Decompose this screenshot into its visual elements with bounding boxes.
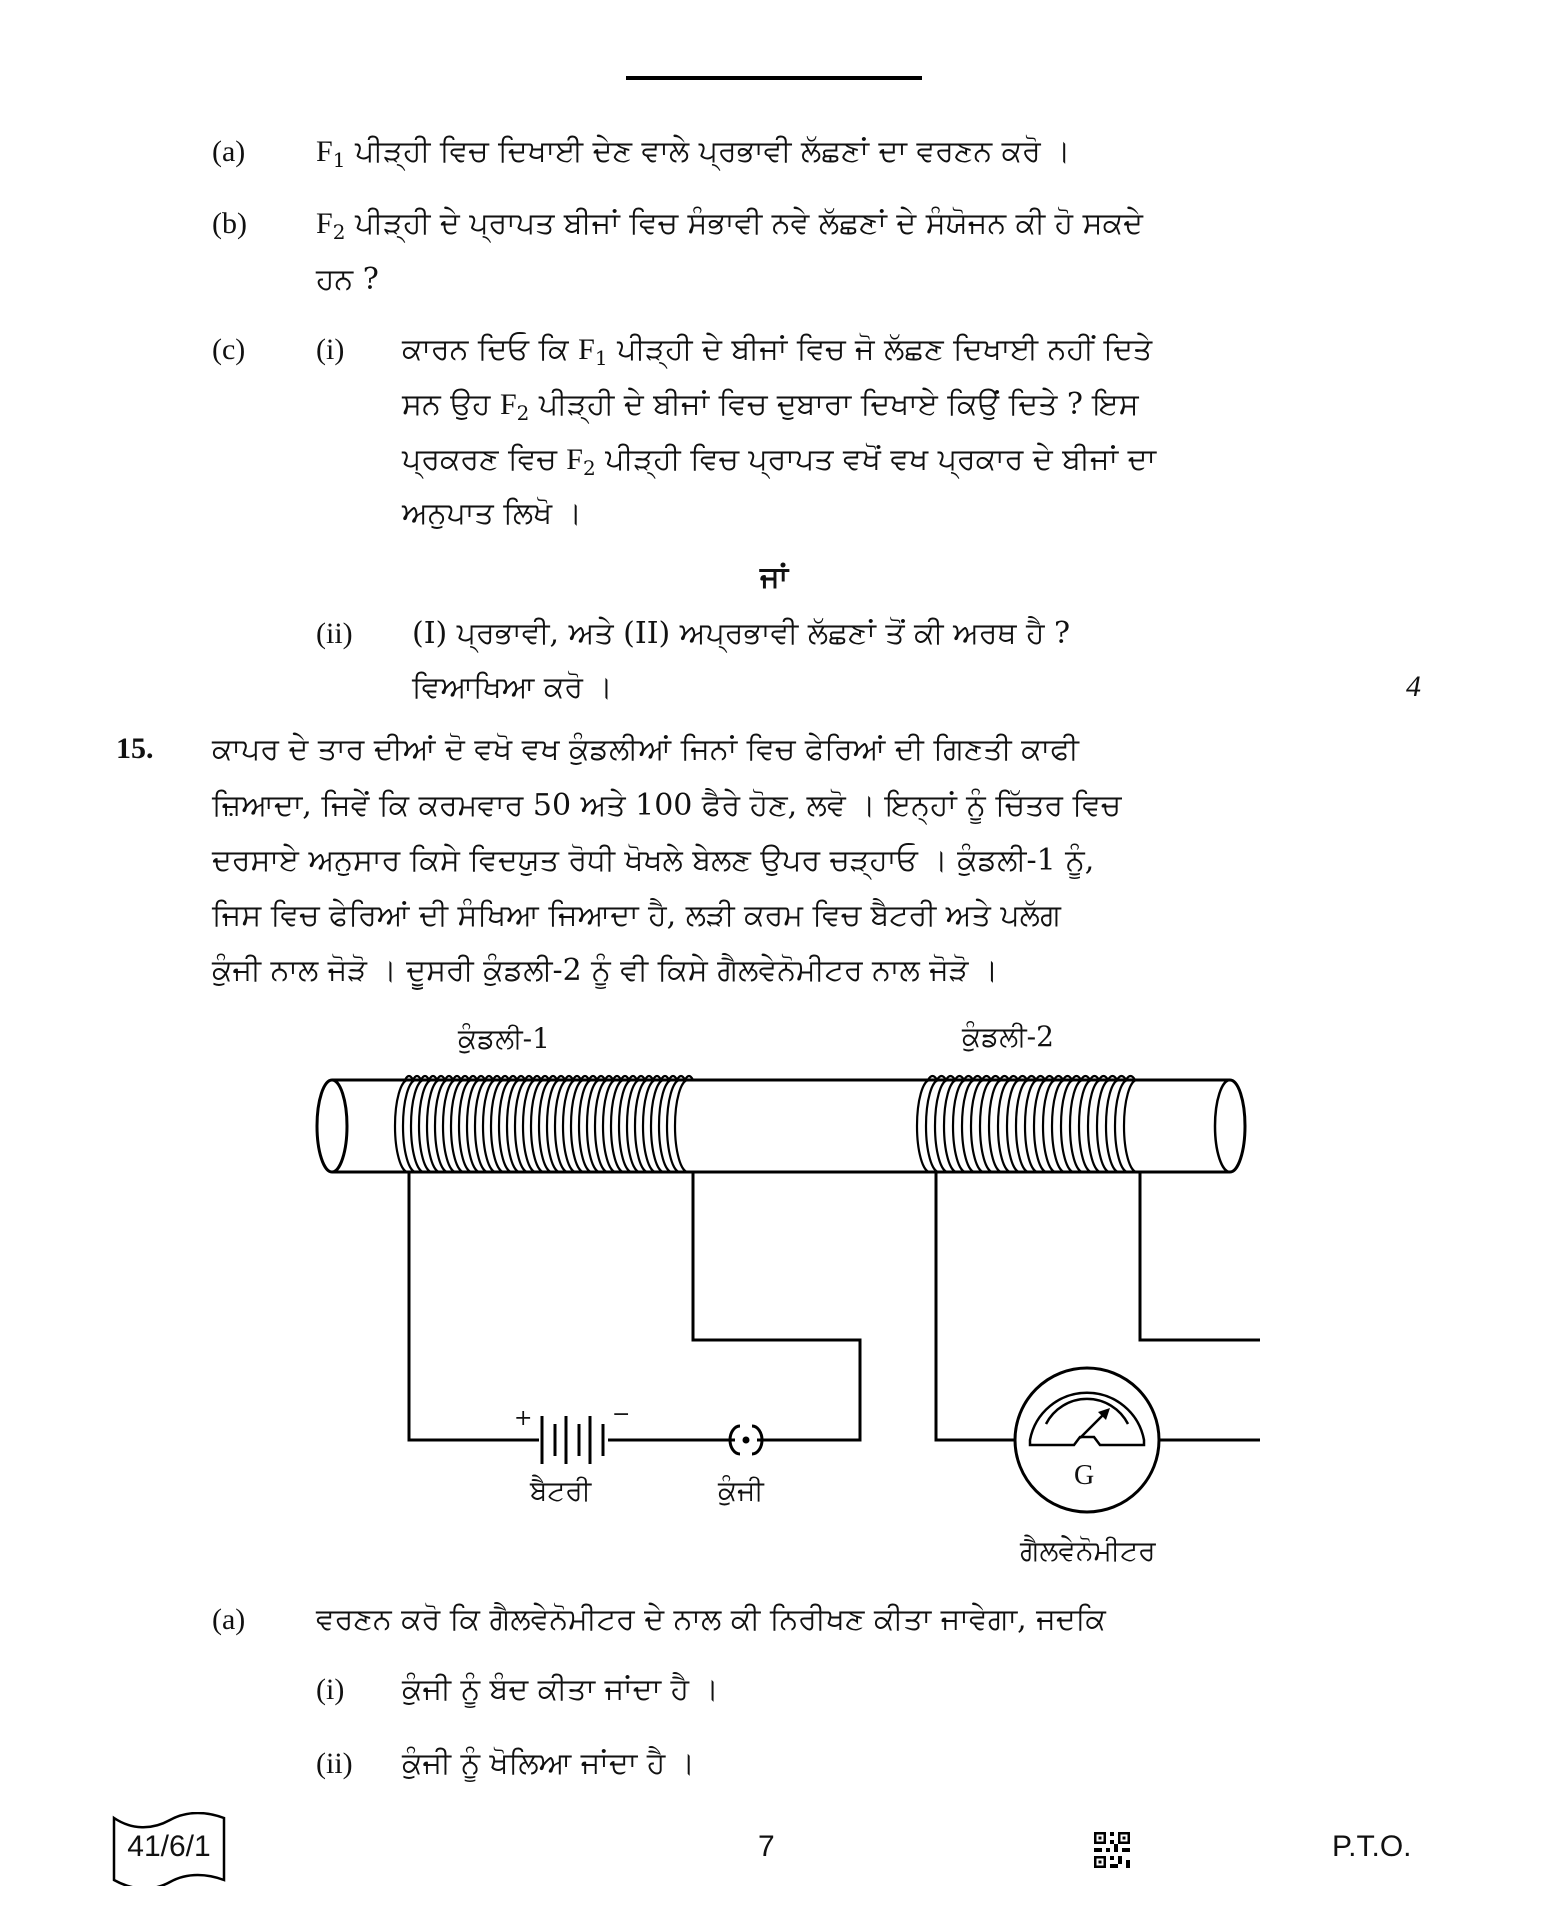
q15-number: 15.: [116, 732, 154, 765]
q14-b-line1: [316, 206, 1143, 250]
or-separator: ਜਾਂ: [760, 560, 789, 595]
q14-b-body: ਪੀੜ੍ਹੀ ਦੇ ਪ੍ਰਾਪਤ ਬੀਜਾਂ ਵਿਚ ਸੰਭਾਵੀ ਨਵੇ ਲੱਛਣਾਂ ਦੇ ਸੰਯੋਜਨ ਕੀ ਹੋ ਸਕਦੇ: [354, 206, 1143, 241]
q15-a-i-label: (i): [316, 1673, 345, 1706]
key-label: ਕੁੰਜੀ: [718, 1474, 764, 1507]
f2-subscript: 2: [516, 401, 530, 425]
please-turn-over: P.T.O.: [1332, 1830, 1412, 1863]
f2-subscript: 2: [332, 220, 346, 244]
q14-a-label: (a): [212, 135, 246, 168]
text-segment: ਪੀੜ੍ਹੀ ਦੇ ਬੀਜਾਂ ਵਿਚ ਦੁਬਾਰਾ ਦਿਖਾਏ ਕਿਉਂ ਦਿਤੇ ? ਇਸ: [538, 387, 1139, 422]
q14-c-ii-line2: ਵਿਆਖਿਆ ਕਰੋ ।: [412, 670, 613, 705]
battery-plus-sign: +: [514, 1406, 533, 1431]
paper-code: 41/6/1: [127, 1830, 211, 1863]
coil-circuit-diagram: [300, 1000, 1260, 1600]
q14-a-text: [316, 134, 1071, 178]
text-segment: ਕਾਰਨ ਦਿਓ ਕਿ: [402, 332, 569, 367]
q14-a-body: ਪੀੜ੍ਹੀ ਵਿਚ ਦਿਖਾਈ ਦੇਣ ਵਾਲੇ ਪ੍ਰਭਾਵੀ ਲੱਛਣਾਂ ਦਾ ਵਰਣਨ ਕਰੋ ।: [354, 134, 1071, 169]
text-segment: ਪੀੜ੍ਹੀ ਦੇ ਬੀਜਾਂ ਵਿਚ ਜੋ ਲੱਛਣ ਦਿਖਾਈ ਨਹੀਂ ਦਿਤੇ: [617, 332, 1153, 367]
coil-1-windings: [395, 1076, 693, 1172]
f1-symbol: F: [316, 135, 333, 168]
text-segment: ਪੀੜ੍ਹੀ ਵਿਚ ਪ੍ਰਾਪਤ ਵਖੋਂ ਵਖ ਪ੍ਰਕਾਰ ਦੇ ਬੀਜਾਂ ਦਾ: [605, 442, 1157, 477]
circuit-figure: [300, 1000, 1260, 1600]
q15-line4: ਜਿਸ ਵਿਚ ਫੇਰਿਆਂ ਦੀ ਸੰਖਿਆ ਜਿਆਦਾ ਹੈ, ਲੜੀ ਕਰਮ ਵਿਚ ਬੈਟਰੀ ਅਤੇ ਪਲੱਗ: [212, 898, 1061, 933]
f2-symbol: F: [499, 388, 517, 421]
qr-code-icon: [1094, 1832, 1130, 1868]
primary-circuit-wires: [409, 1172, 860, 1464]
q14-b-line2: ਹਨ ?: [316, 262, 379, 297]
q14-b-label: (b): [212, 207, 247, 240]
battery-minus-sign: −: [612, 1402, 631, 1427]
q14-c-label: (c): [212, 333, 246, 366]
f2-symbol: F: [316, 207, 333, 240]
f2-subscript: 2: [582, 456, 596, 480]
top-divider-rule: [626, 76, 922, 80]
key-contact-dot: [743, 1437, 750, 1444]
q14-marks: 4: [1406, 670, 1421, 703]
f1-symbol: F: [578, 333, 595, 366]
f1-subscript: 1: [332, 148, 346, 172]
coil-2-windings: [917, 1076, 1137, 1172]
q14-c-i-line4: ਅਨੁਪਾਤ ਲਿਖੋ ।: [402, 496, 582, 531]
q15-a-ii-text: ਕੁੰਜੀ ਨੂੰ ਖੋਲਿਆ ਜਾਂਦਾ ਹੈ ।: [402, 1746, 696, 1781]
f2-symbol: F: [566, 443, 583, 476]
text-segment: ਪ੍ਰਕਰਣ ਵਿਚ: [402, 442, 557, 477]
battery-label: ਬੈਟਰੀ: [530, 1474, 592, 1507]
q15-line1: ਕਾਪਰ ਦੇ ਤਾਰ ਦੀਆਂ ਦੋ ਵਖੋ ਵਖ ਕੁੰਡਲੀਆਂ ਜਿਨਾਂ ਵਿਚ ਫੇਰਿਆਂ ਦੀ ਗਿਣਤੀ ਕਾਫੀ: [212, 732, 1079, 767]
q15-line5: ਕੁੰਜੀ ਨਾਲ ਜੋੜੋ । ਦੂਸਰੀ ਕੁੰਡਲੀ-2 ਨੂੰ ਵੀ ਕਿਸੇ ਗੈਲਵੇਨੋਮੀਟਰ ਨਾਲ ਜੋੜੋ ।: [212, 953, 999, 988]
q14-c-ii-label: (ii): [316, 617, 353, 650]
q15-a-label: (a): [212, 1603, 246, 1636]
galvanometer-symbol: G: [1074, 1460, 1095, 1491]
page-number: 7: [758, 1830, 775, 1863]
q14-c-i-line3: [402, 442, 1156, 486]
q14-c-i-label: (i): [316, 333, 345, 366]
q15-line3: ਦਰਸਾਏ ਅਨੁਸਾਰ ਕਿਸੇ ਵਿਦਯੁਤ ਰੋਧੀ ਖੋਖਲੇ ਬੇਲਣ ਉਪਰ ਚੜ੍ਹਾਓ । ਕੁੰਡਲੀ-1 ਨੂੰ,: [212, 843, 1095, 878]
q15-a-i-text: ਕੁੰਜੀ ਨੂੰ ਬੰਦ ਕੀਤਾ ਜਾਂਦਾ ਹੈ ।: [402, 1672, 719, 1707]
q15-line2: ਜ਼ਿਆਦਾ, ਜਿਵੇਂ ਕਿ ਕਰਮਵਾਰ 50 ਅਤੇ 100 ਫੈਰੇ ਹੋਣ, ਲਵੋ । ਇਨ੍ਹਾਂ ਨੂੰ ਚਿੱਤਰ ਵਿਚ: [212, 788, 1122, 823]
galvanometer-label: ਗੈਲਵੇਨੋਮੀਟਰ: [1020, 1534, 1156, 1567]
secondary-circuit-wires: [936, 1172, 1260, 1512]
q15-a-ii-label: (ii): [316, 1747, 353, 1780]
text-segment: ਸਨ ਉਹ: [402, 387, 491, 422]
q14-c-i-line2: [402, 387, 1139, 431]
coil-2-label: ਕੁੰਡਲੀ-2: [962, 1020, 1054, 1053]
q14-c-i-line1: [402, 332, 1152, 376]
f1-subscript: 1: [594, 346, 608, 370]
q15-a-text: ਵਰਣਨ ਕਰੋ ਕਿ ਗੈਲਵੇਨੋਮੀਟਰ ਦੇ ਨਾਲ ਕੀ ਨਿਰੀਖਣ ਕੀਤਾ ਜਾਵੇਗਾ, ਜਦਕਿ: [316, 1602, 1106, 1637]
q14-c-ii-line1: (I) ਪ੍ਰਭਾਵੀ, ਅਤੇ (II) ਅਪ੍ਰਭਾਵੀ ਲੱਛਣਾਂ ਤੋਂ ਕੀ ਅਰਥ ਹੈ ?: [412, 616, 1071, 651]
paper-code-badge: [112, 1812, 226, 1886]
coil-1-label: ਕੁੰਡਲੀ-1: [458, 1022, 550, 1055]
